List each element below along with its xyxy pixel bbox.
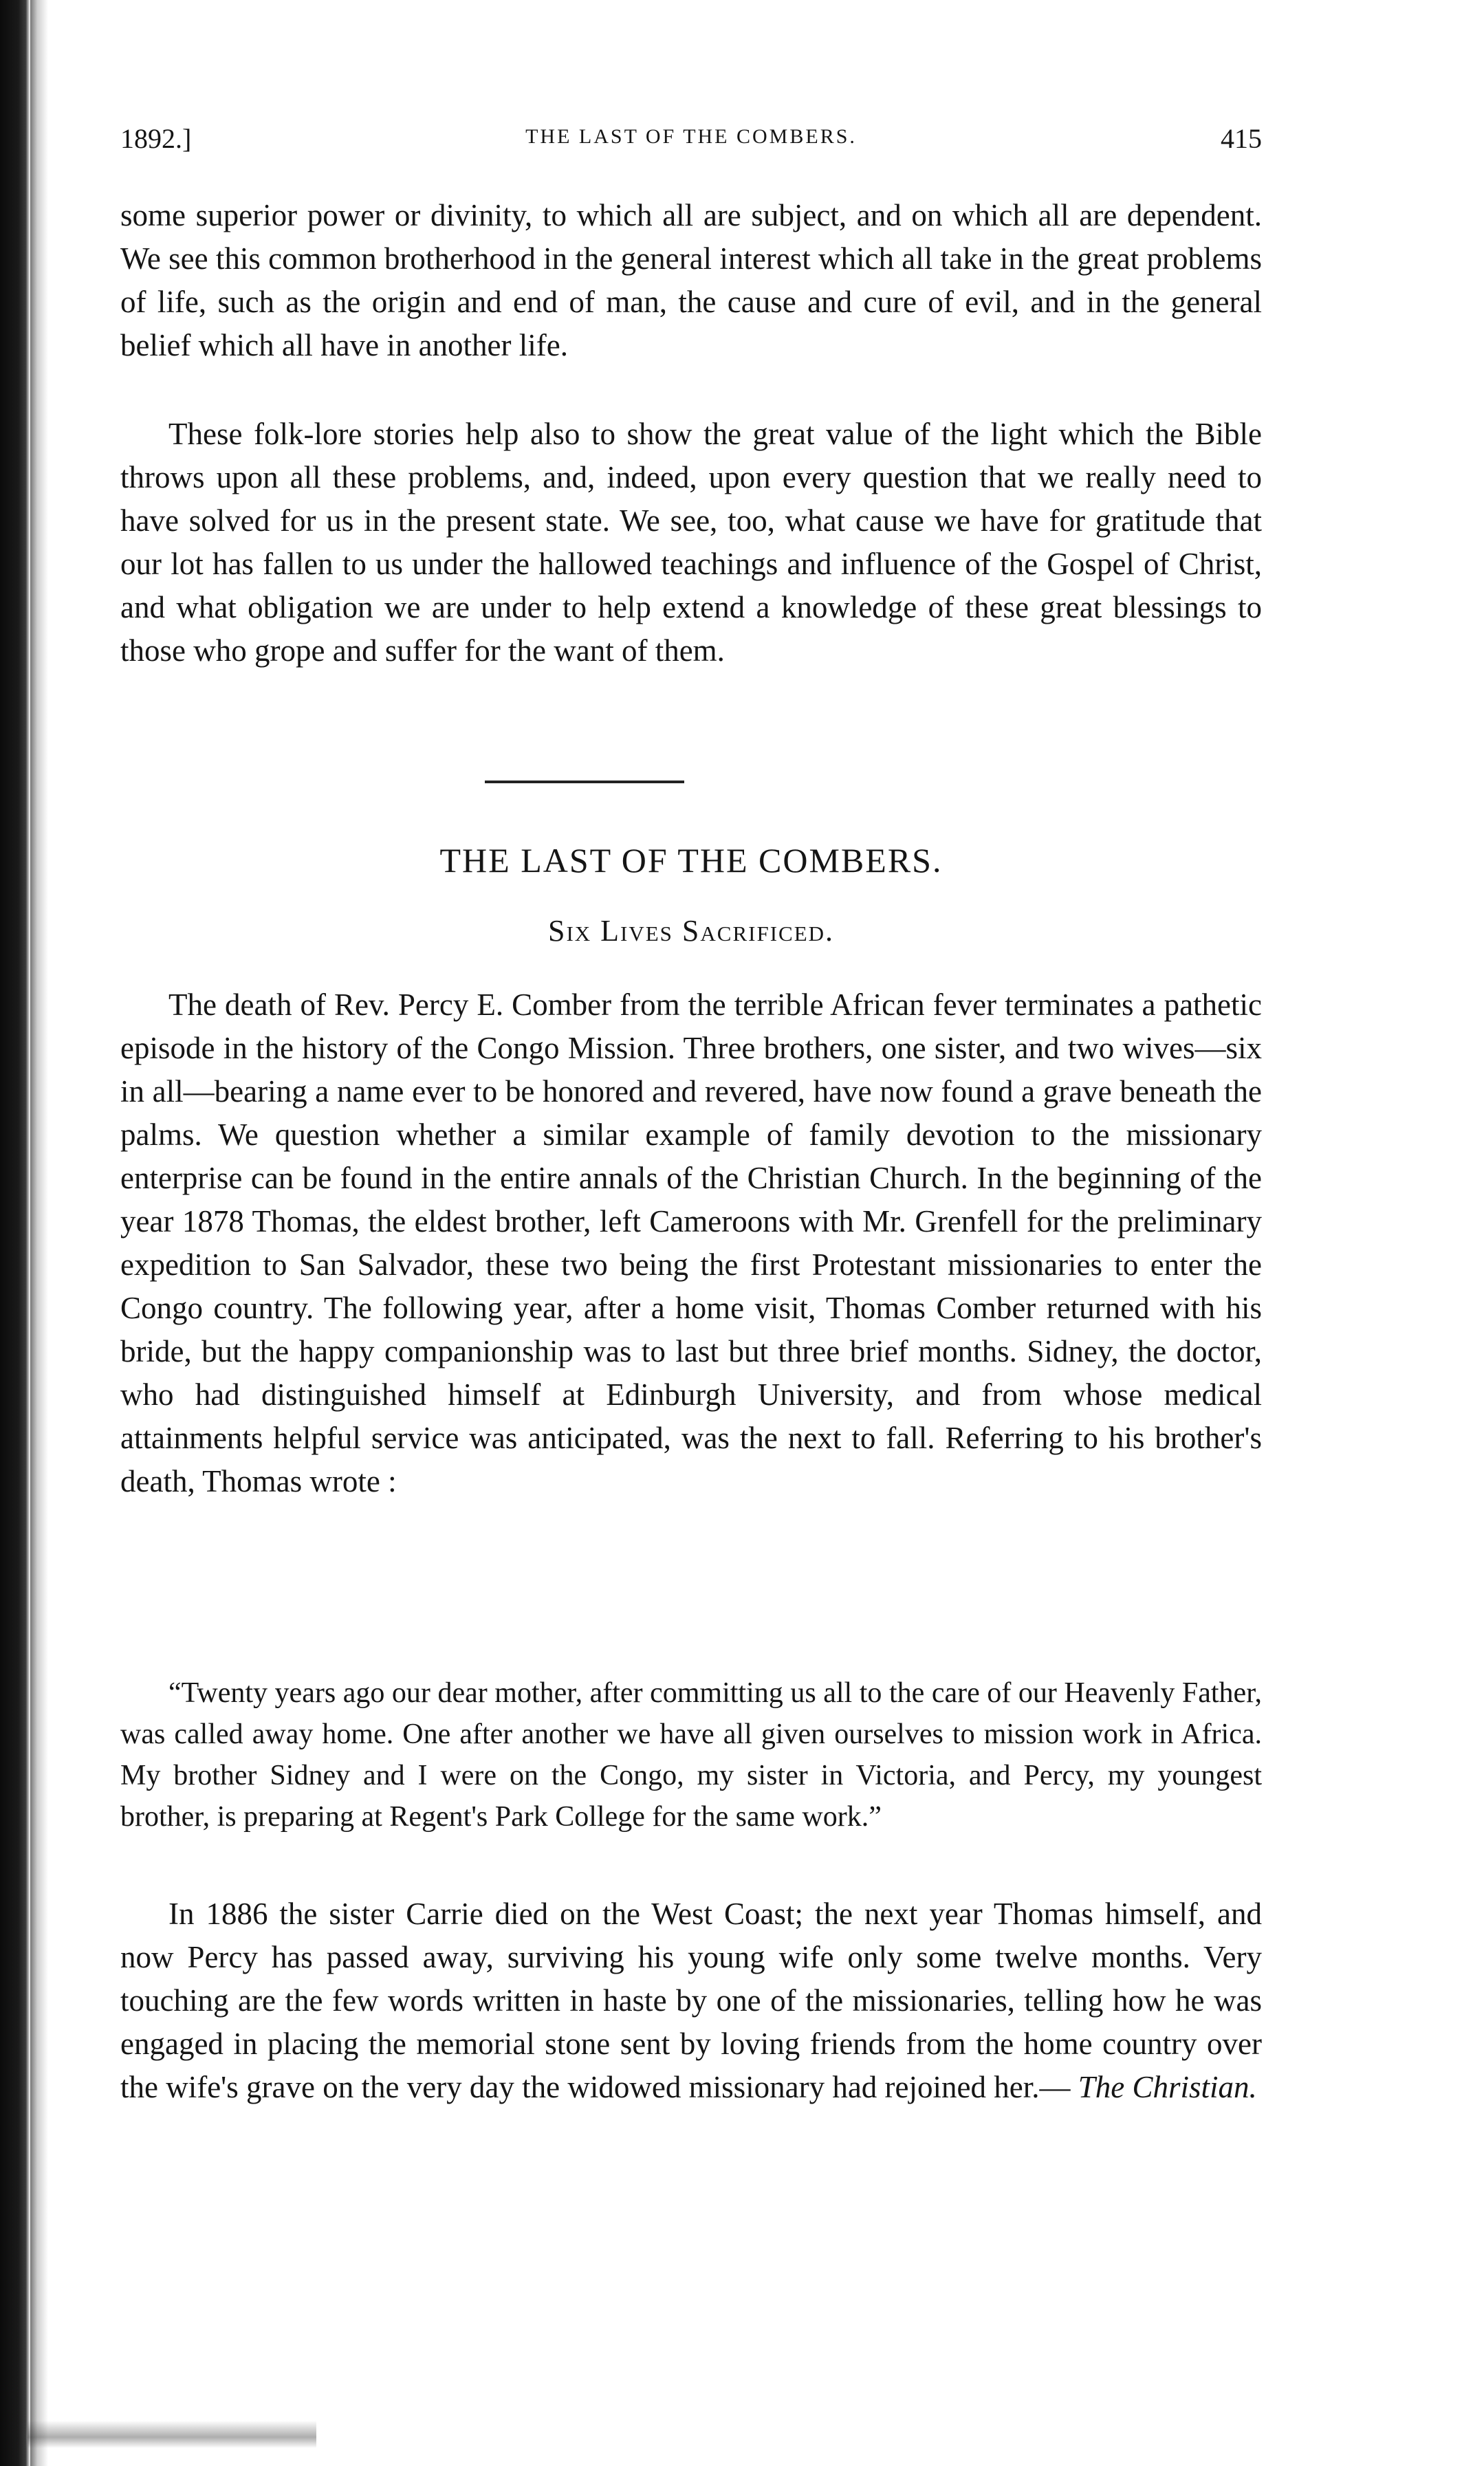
- running-head: [120, 122, 1262, 164]
- paragraph-text: some superior power or divinity, to which all are subject, and on which all are dependent. We see this common brotherhood in the general interest which all take in the great problems of life, such as the origin and end of man, the cause and cure of evil, and in the general belief which all have in another life.: [120, 198, 1262, 362]
- paragraph-text: [120, 1892, 1262, 2109]
- paragraph-folklore: [120, 413, 1262, 673]
- running-head-title: THE LAST OF THE COMBERS.: [525, 125, 857, 148]
- article-title: THE LAST OF THE COMBERS.: [439, 841, 943, 880]
- paragraph-text: The death of Rev. Percy E. Comber from the terrible African fever terminates a pathetic episode in the history of the Congo Mission. Three brothers, one sister, and two wives—six in all—bearing a name ever to be honored and revered, have now found a grave beneath the palms. We question whether a similar example of family devotion to the missionary enterprise can be found in the entire annals of the Christian Church. In the beginning of the year 1878 Thomas, the eldest brother, left Cameroons with Mr. Grenfell for the preliminary expedition to San Salvador, these two being the first Protestant missionaries to enter the Congo country. The following year, after a home visit, Thomas Comber returned with his bride, but the happy companionship was to last but three brief months. Sidney, the doctor, who had distinguished himself at Edinburgh University, and from whose medical attainments helpful service was anticipated, was the next to fall. Referring to his brother's death, Thomas wrote :: [120, 988, 1262, 1498]
- paragraph-closing: [120, 1892, 1262, 2109]
- book-spine-shadow: [0, 0, 30, 2466]
- running-head-year: 1892.]: [120, 123, 192, 154]
- page-number: 415: [1221, 123, 1262, 154]
- page-gutter-shading: [30, 0, 48, 2466]
- source-credit: The Christian.: [1078, 2070, 1257, 2104]
- quote-text: “Twenty years ago our dear mother, after committing us all to the care of our Heavenly Father, was called away home. One after another we have all given ourselves to mission work in Africa. My brother Sidney and I were on the Congo, my sister in Victoria, and Percy, my youngest brother, is preparing at Regent's Park College for the same work.”: [120, 1677, 1262, 1833]
- paragraph-comber-death: [120, 983, 1262, 1503]
- page-corner-shadow: [28, 2421, 316, 2448]
- paragraph-text: These folk-lore stories help also to show the great value of the light which the Bible throws upon all these problems, and, indeed, upon every question that we really need to have solved for us in the present state. We see, too, what cause we have for gratitude that our lot has fallen to us under the hallowed teachings and influence of the Gospel of Christ, and what obligation we are under to help extend a knowledge of these great blessings to those who grope and suffer for the want of them.: [120, 417, 1262, 668]
- paragraph-continued: [120, 194, 1262, 367]
- closing-text: In 1886 the sister Carrie died on the West Coast; the next year Thomas himself, and now Percy has passed away, surviving his young wife only some twelve months. Very touching are the few words written in haste by one of the missionaries, telling how he was engaged in placing the memorial stone sent by loving friends from the home country over the wife's grave on the very day the widowed missionary had rejoined her.—: [120, 1897, 1262, 2104]
- article-subtitle: Six Lives Sacrificed.: [547, 914, 835, 948]
- section-divider: [485, 781, 684, 783]
- block-quote: [120, 1672, 1262, 1837]
